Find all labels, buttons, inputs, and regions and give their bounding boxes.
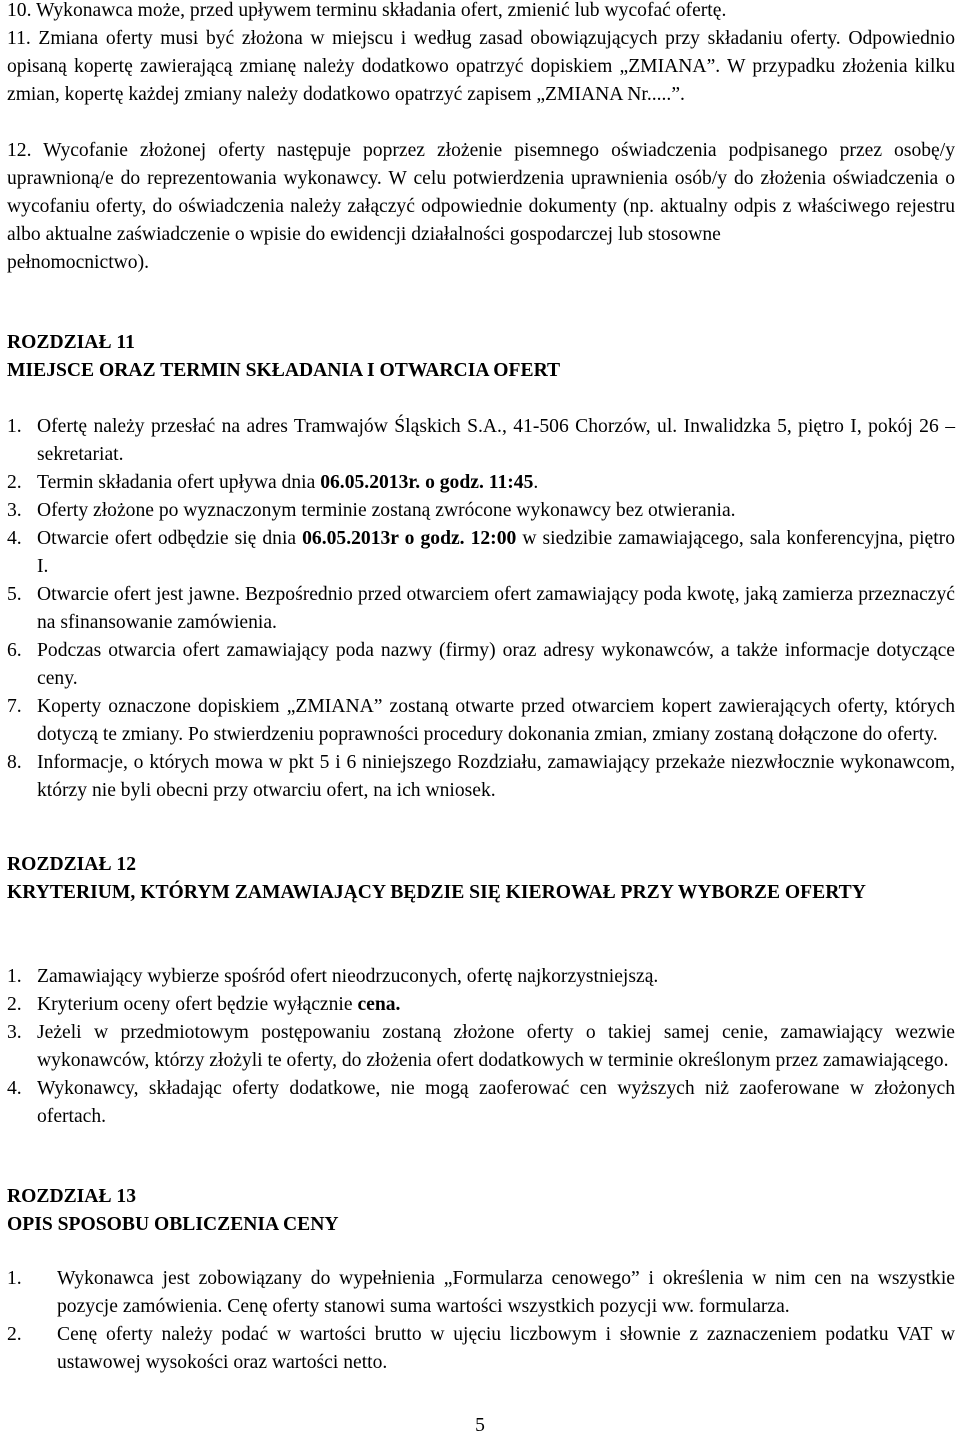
list-item <box>7 1265 955 1321</box>
item-number: 3. <box>7 500 22 521</box>
item-number: 4. <box>7 1078 22 1099</box>
item-text: Informacje, o których mowa w pkt 5 i 6 niniejszego Rozdziału, zamawiający przekaże niezwłocznie wykonawcom, którzy nie byli obecni przy otwarciu ofert, na ich wniosek. <box>37 752 955 801</box>
list-item <box>7 991 955 1019</box>
item-text: Koperty oznaczone dopiskiem „ZMIANA” zostaną otwarte przed otwarciem kopert zawierających oferty, których dotyczą te zmiany. Po stwierdzeniu poprawności procedury dokonania zmian, zmiany zostaną dołączone do oferty. <box>37 696 955 745</box>
item-number: 4. <box>7 528 22 549</box>
list-item <box>7 1019 955 1075</box>
paragraph-10: 10. Wykonawca może, przed upływem terminu składania ofert, zmienić lub wycofać ofertę. <box>7 0 727 21</box>
list-item <box>7 469 955 497</box>
item-number: 1. <box>7 416 22 437</box>
list-item <box>7 581 955 637</box>
item-number: 1. <box>7 966 22 987</box>
criterion-price: cena. <box>357 994 401 1015</box>
list-item <box>7 637 955 693</box>
item-text: Oferty złożone po wyznaczonym terminie zostaną zwrócone wykonawcy bez otwierania. <box>37 500 736 521</box>
list-item <box>7 525 955 581</box>
item-text: Wykonawca jest zobowiązany do wypełnienia „Formularza cenowego” i określenia w nim cen na wszystkie pozycje zamówienia. Cenę oferty stanowi suma wartości wszystkich pozycji ww. formularza. <box>57 1268 955 1317</box>
item-number: 2. <box>7 994 22 1015</box>
chapter-11-title: MIEJSCE ORAZ TERMIN SKŁADANIA I OTWARCIA OFERT <box>7 360 561 381</box>
deadline-date: 06.05.2013r. o godz. 11:45 <box>320 472 534 493</box>
item-text: Otwarcie ofert jest jawne. Bezpośrednio przed otwarciem ofert zamawiający poda kwotę, jaką zamierza przeznaczyć na sfinansowanie zamówienia. <box>37 584 955 633</box>
item-text: Podczas otwarcia ofert zamawiający poda nazwy (firmy) oraz adresy wykonawców, a także informacje dotyczące ceny. <box>37 640 955 689</box>
item-text: Cenę oferty należy podać w wartości brutto w ujęciu liczbowym i słownie z zaznaczeniem podatku VAT w ustawowej wysokości oraz wartości netto. <box>57 1324 955 1373</box>
item-text: Jeżeli w przedmiotowym postępowaniu zostaną złożone oferty o takiej samej cenie, zamawiający wezwie wykonawców, którzy złożyli te oferty, do złożenia ofert dodatkowych w terminie określonym przez zamawiającego. <box>37 1022 955 1071</box>
item-number: 2. <box>7 1324 22 1345</box>
chapter-12 <box>7 851 955 907</box>
chapter-11 <box>7 329 955 385</box>
item-text: Otwarcie ofert odbędzie się dnia 06.05.2013r o godz. 12:00 w siedzibie zamawiającego, sala konferencyjna, piętro I. <box>37 528 956 577</box>
item-text: Ofertę należy przesłać na adres Tramwajów Śląskich S.A., 41-506 Chorzów, ul. Inwalidzka 5, piętro I, pokój 26 – sekretariat. <box>37 416 955 465</box>
item-number: 2. <box>7 472 22 493</box>
list-item <box>7 963 955 991</box>
paragraph-12 <box>7 137 955 277</box>
list-item <box>7 1321 955 1377</box>
list-item <box>7 749 955 805</box>
list-item <box>7 413 955 469</box>
chapter-11-number: ROZDZIAŁ 11 <box>7 332 135 353</box>
item-number: 1. <box>7 1268 22 1289</box>
list-item <box>7 693 955 749</box>
chapter-13-list <box>7 1265 955 1377</box>
item-text: Wykonawcy, składając oferty dodatkowe, nie mogą zaoferować cen wyższych niż zaoferowane w złożonych ofertach. <box>37 1078 955 1127</box>
item-text: Zamawiający wybierze spośród ofert nieodrzuconych, ofertę najkorzystniejszą. <box>37 966 659 987</box>
chapter-12-title: KRYTERIUM, KTÓRYM ZAMAWIAJĄCY BĘDZIE SIĘ KIEROWAŁ PRZY WYBORZE OFERTY <box>7 882 866 903</box>
opening-date: 06.05.2013r o godz. 12:00 <box>302 528 517 549</box>
chapter-13-title: OPIS SPOSOBU OBLICZENIA CENY <box>7 1214 339 1235</box>
chapter-13 <box>7 1183 955 1239</box>
item-number: 7. <box>7 696 22 717</box>
item-number: 5. <box>7 584 22 605</box>
chapter-11-list <box>7 413 955 805</box>
item-number: 6. <box>7 640 22 661</box>
page-number: 5 <box>475 1415 485 1436</box>
chapter-12-number: ROZDZIAŁ 12 <box>7 854 137 875</box>
chapter-12-list <box>7 963 955 1131</box>
item-text: Kryterium oceny ofert będzie wyłącznie cena. <box>37 994 401 1015</box>
list-item <box>7 1075 955 1131</box>
item-number: 3. <box>7 1022 22 1043</box>
paragraph-12-text: 12. Wycofanie złożonej oferty następuje poprzez złożenie pisemnego oświadczenia podpisanego przez osobę/y uprawnioną/e do reprezentowania wykonawcy. W celu potwierdzenia uprawnienia osób/y do złożenia oświadczenia o wycofaniu oferty, do oświadczenia należy załączyć odpowiednie dokumenty (np. aktualny odpis z właściwego rejestru albo aktualne zaświadczenie o wpisie do ewidencji działalności gospodarczej lub stosowne <box>7 140 955 245</box>
item-number: 8. <box>7 752 22 773</box>
item-text: Termin składania ofert upływa dnia 06.05.2013r. o godz. 11:45. <box>37 472 539 493</box>
chapter-13-number: ROZDZIAŁ 13 <box>7 1186 137 1207</box>
paragraph-11: 11. Zmiana oferty musi być złożona w miejscu i według zasad obowiązujących przy składaniu oferty. Odpowiednio opisaną kopertę zawierającą zmianę należy dodatkowo opatrzyć dopiskiem „ZMIANA”. W przypadku złożenia kilku zmian, kopertę każdej zmiany należy dodatkowo opatrzyć zapisem „ZMIANA Nr.....”. <box>7 28 955 105</box>
list-item <box>7 497 955 525</box>
paragraph-12-end: pełnomocnictwo). <box>7 252 150 273</box>
